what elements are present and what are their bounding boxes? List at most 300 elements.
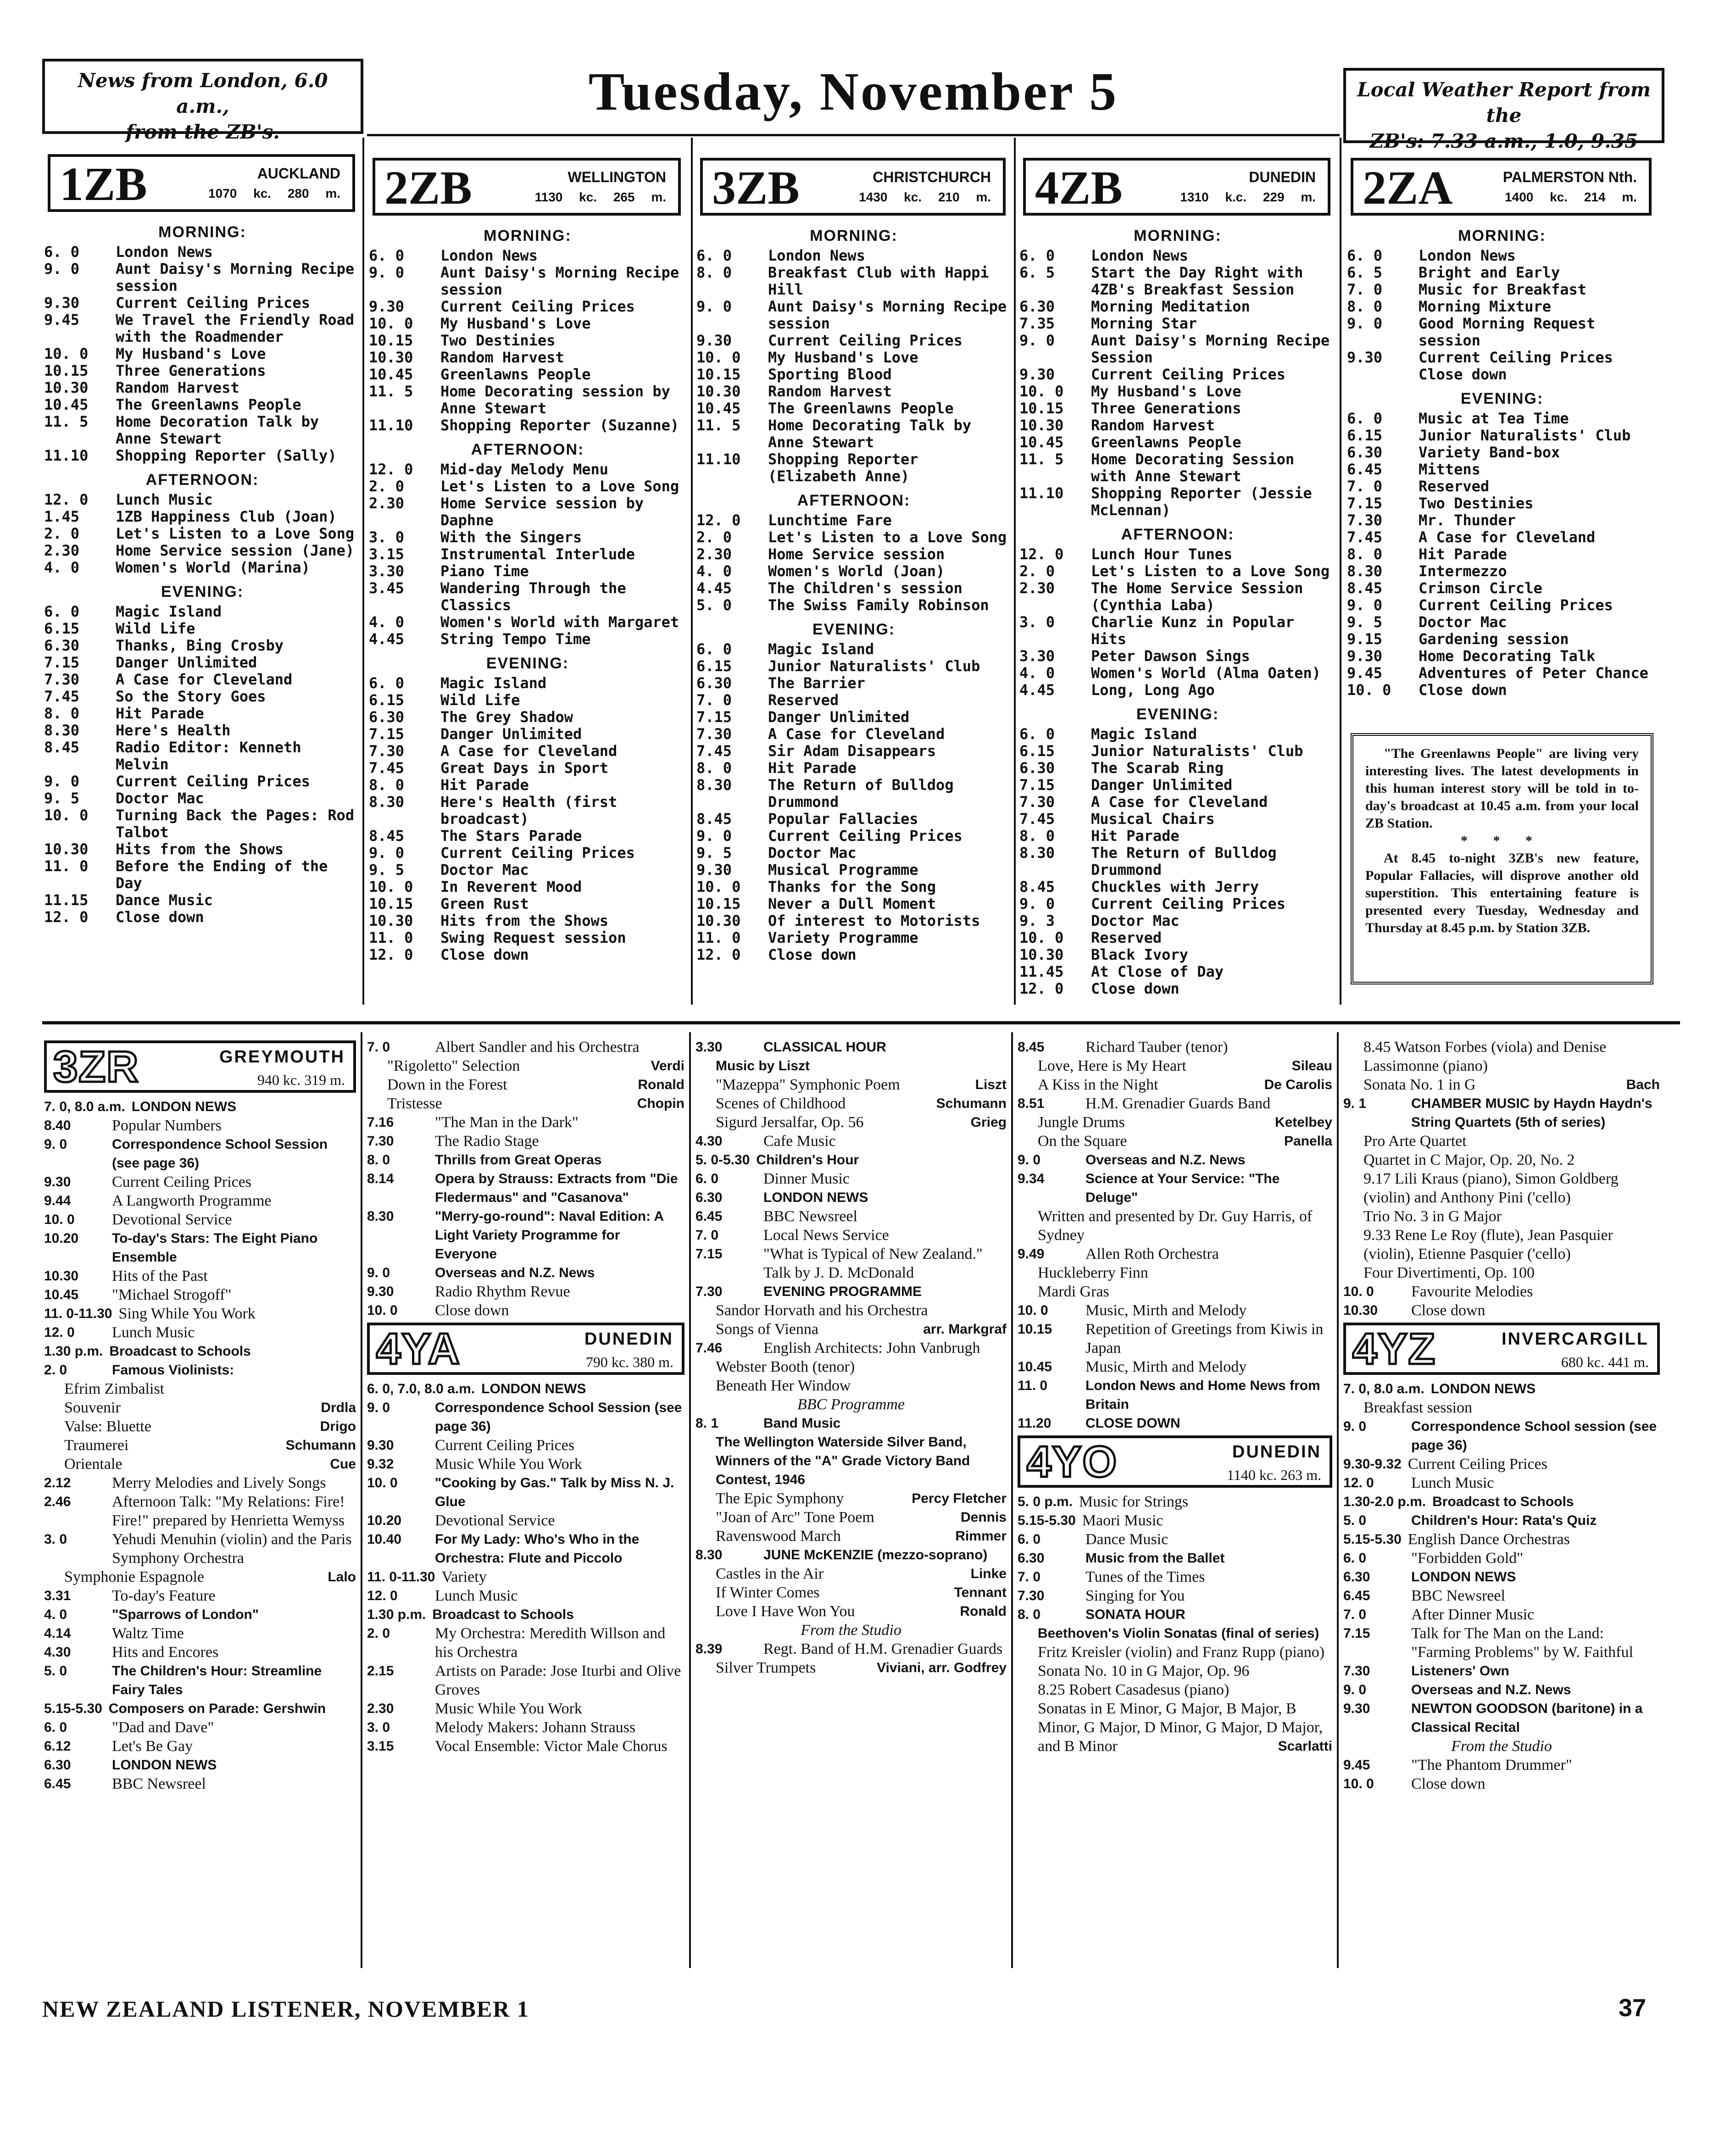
station-frequency: 1430 kc. 210 m. [859, 190, 991, 204]
program-time: 7.45 [1019, 810, 1055, 828]
program-title: Danger Unlimited [768, 708, 910, 726]
program-title: London News [1091, 247, 1188, 264]
program-title: Wild Life [440, 691, 520, 709]
program-title: "Forbidden Gold" [1411, 1550, 1524, 1567]
program-time: 10. 0 [1019, 383, 1064, 400]
station-code: 3ZB [712, 161, 800, 214]
piece-title: Songs of Vienna [716, 1321, 818, 1338]
piece-title: "Rigoletto" Selection [387, 1057, 520, 1074]
program-row [44, 345, 361, 362]
piece-title: Orientale [64, 1456, 122, 1473]
station-code: 4YZ [1352, 1324, 1436, 1373]
program-row [696, 597, 1011, 614]
program-title: Hit Parade [440, 776, 529, 794]
section-heading: EVENING: [812, 621, 896, 638]
program-detail: Webster Booth (tenor) [716, 1358, 855, 1375]
station-header-2zb [373, 158, 681, 216]
section-heading: EVENING: [1460, 390, 1544, 407]
program-detail: Sonatas in E Minor, G Major, B Major, B Minor, G Major, D Minor, G Major, D Major, [1038, 1700, 1323, 1736]
program-row [1343, 1417, 1660, 1455]
program-row [1347, 580, 1657, 597]
program-title: Musical Chairs [1091, 810, 1215, 828]
program-row [369, 563, 686, 580]
piece-composer: Rimmer [955, 1529, 1007, 1544]
program-title: Start the Day Right with 4ZB's Breakfast Session [1091, 264, 1303, 298]
program-title: Music from the Ballet [1085, 1551, 1225, 1566]
program-title: My Husband's Love [440, 315, 591, 332]
program-title: Devotional Service [112, 1211, 232, 1228]
program-row [367, 1263, 684, 1282]
program-title: NEWTON GOODSON (baritone) in a Classical Recital [1411, 1701, 1643, 1735]
program-row [44, 1474, 356, 1492]
program-title: London News [440, 247, 538, 264]
program-detail: Trio No. 3 in G Major [1363, 1208, 1502, 1225]
program-time: 7. 0, 8.0 a.m. [1343, 1381, 1424, 1396]
program-row [367, 1662, 684, 1699]
program-row [367, 1530, 684, 1568]
station-city: DUNEDIN [584, 1329, 673, 1349]
program-title: CHAMBER MUSIC by Haydn Haydn's String Quartets (5th of series) [1411, 1096, 1653, 1130]
program-title: Music While You Work [435, 1456, 582, 1473]
program-row [44, 1229, 356, 1267]
program-time: 11.10 [369, 417, 413, 434]
music-piece [1018, 1737, 1332, 1756]
program-row [44, 807, 361, 841]
station-header-1zb [48, 154, 355, 212]
section-heading: MORNING: [810, 227, 898, 245]
program-time: 3.30 [696, 1040, 723, 1055]
program-row [1019, 794, 1336, 811]
program-time: 2.30 [44, 542, 80, 559]
program-row [369, 895, 686, 912]
program-time: 11. 0 [1018, 1378, 1048, 1393]
program-credit: BBC Programme [797, 1396, 905, 1413]
program-title: Wild Life [116, 620, 195, 637]
section-heading: AFTERNOON: [471, 441, 584, 458]
program-row [367, 1398, 684, 1436]
program-row [44, 654, 361, 671]
music-piece [696, 1602, 1007, 1621]
program-title: Charlie Kunz in Popular Hits [1091, 613, 1295, 648]
program-title: With the Singers [440, 528, 582, 546]
program-time: 6.30 [1347, 444, 1383, 461]
station-code: 2ZB [384, 161, 472, 214]
program-title: Current Ceiling Prices [112, 1173, 252, 1190]
program-time: 6.30 [696, 1190, 723, 1205]
program-row [367, 1586, 684, 1605]
program-detail: Breakfast session [1363, 1399, 1473, 1416]
station-code: 4YA [376, 1324, 461, 1373]
program-title: Allen Roth Orchestra [1085, 1246, 1219, 1262]
program-time: 6.45 [1347, 461, 1383, 478]
program-time: 6.30 [1343, 1569, 1370, 1585]
program-row [1019, 963, 1336, 980]
program-time: 2.15 [367, 1663, 394, 1679]
program-time: 10.30 [1343, 1303, 1378, 1318]
program-title: A Case for Cleveland [1419, 528, 1596, 546]
program-row [1347, 461, 1657, 478]
piece-title: If Winter Comes [716, 1584, 820, 1601]
program-title: Correspondence School session (see page 36) [1411, 1419, 1657, 1453]
program-time: 4.14 [44, 1626, 71, 1641]
program-time: 10. 0 [1343, 1284, 1374, 1299]
program-time: 10.15 [696, 366, 741, 383]
schedule-3zb [696, 220, 1011, 963]
program-time: 6.30 [1018, 1551, 1045, 1566]
program-time: 6. 0 [44, 243, 80, 261]
program-time: 3. 0 [44, 1532, 67, 1547]
program-row [696, 743, 1011, 760]
program-title: "What is Typical of New Zealand." Talk by J. D. McDonald [763, 1246, 983, 1281]
program-time: 7.46 [696, 1340, 723, 1356]
program-title: Junior Naturalists' Club [768, 657, 980, 675]
program-title: H.M. Grenadier Guards Band [1085, 1095, 1271, 1112]
program-row [369, 366, 686, 383]
station-code: 3ZR [53, 1042, 139, 1091]
music-piece [696, 1489, 1007, 1508]
program-title: Lunch Hour Tunes [1091, 545, 1233, 563]
program-title: The Greenlawns People [116, 396, 301, 413]
program-time: 7. 0 [367, 1040, 390, 1055]
program-row [369, 845, 686, 862]
program-title: After Dinner Music [1411, 1606, 1535, 1623]
program-row [44, 1699, 356, 1718]
program-detail: Efrim Zimbalist [64, 1380, 165, 1397]
program-row [696, 726, 1011, 743]
program-row [44, 688, 361, 705]
program-row [696, 366, 1011, 383]
piece-title: Castles in the Air [716, 1565, 824, 1582]
promo-note [1351, 733, 1653, 984]
program-row [1019, 485, 1336, 519]
program-time: 2. 0 [44, 525, 80, 542]
program-title: CLOSE DOWN [1085, 1416, 1180, 1431]
program-title: Crimson Circle [1419, 579, 1542, 597]
program-time: 8. 0 [1347, 298, 1383, 315]
program-title: Aunt Daisy's Morning Recipe session [768, 298, 1007, 332]
music-piece [1018, 1132, 1332, 1151]
program-time: 4.45 [696, 579, 732, 597]
piece-composer: Tennant [954, 1585, 1007, 1600]
program-time: 7.30 [1347, 512, 1383, 529]
column-divider [691, 138, 693, 1005]
program-row [696, 946, 1011, 963]
program-row [696, 417, 1011, 451]
program-time: 6. 0 [369, 247, 405, 264]
program-title: Shopping Reporter (Suzanne) [440, 417, 679, 434]
program-time: 7.45 [1347, 528, 1383, 546]
music-piece [696, 1094, 1007, 1113]
program-time: 8.30 [1019, 844, 1055, 862]
program-title: Instrumental Interlude [440, 545, 635, 563]
program-title: Dance Music [116, 891, 213, 909]
program-time: 7.30 [44, 671, 80, 688]
program-time: 11.10 [696, 450, 741, 468]
program-time: 9.45 [1347, 664, 1383, 682]
piece-composer: Percy Fletcher [912, 1491, 1007, 1506]
program-title: Broadcast to Schools [432, 1607, 574, 1622]
program-time: 9.30 [1347, 349, 1383, 366]
program-title: Current Ceiling Prices Close down [1419, 349, 1613, 383]
program-title: Danger Unlimited [440, 725, 582, 743]
program-time: 10. 0 [1018, 1303, 1048, 1318]
program-time: 10.30 [44, 1268, 79, 1284]
music-piece [44, 1417, 356, 1436]
program-time: 7.45 [44, 688, 80, 705]
program-row [696, 675, 1011, 692]
program-title: Morning Star [1091, 315, 1197, 332]
program-title: LONDON NEWS [112, 1757, 217, 1773]
program-time: 10.45 [44, 1287, 79, 1302]
program-row [44, 362, 361, 379]
program-row [1343, 1624, 1660, 1662]
program-row [1347, 563, 1657, 580]
program-time: 6.45 [44, 1776, 71, 1791]
program-time: 8.45 [1019, 878, 1055, 895]
program-row [1347, 349, 1657, 383]
program-time: 6. 5 [1347, 264, 1383, 281]
program-row [369, 349, 686, 366]
station-city: INVERCARGILL [1502, 1329, 1649, 1349]
program-time: 8. 1 [696, 1416, 719, 1431]
program-title: Home Service session by Daphne [440, 495, 644, 529]
program-row [44, 379, 361, 396]
station-frequency: 680 kc. 441 m. [1561, 1354, 1649, 1370]
program-time: 9. 0 [367, 1400, 390, 1415]
program-title: Here's Health [116, 722, 231, 739]
program-row [367, 1699, 684, 1718]
program-time: 9.30 [367, 1438, 394, 1453]
piece-composer: Verdi [651, 1058, 684, 1073]
program-time: 7.45 [696, 742, 732, 760]
program-title: Doctor Mac [768, 844, 857, 862]
program-title: Close down [1091, 980, 1180, 997]
program-row [696, 264, 1011, 298]
program-time: 11. 5 [696, 417, 741, 434]
program-time: 4. 0 [44, 1607, 67, 1622]
program-title: Close down [440, 946, 529, 963]
program-title: Music for Strings [1079, 1493, 1189, 1510]
program-detail: 8.25 Robert Casadesus (piano) [1038, 1681, 1230, 1698]
program-time: 9.15 [1347, 630, 1383, 648]
program-time: 9.45 [1343, 1757, 1370, 1773]
program-row [1018, 1586, 1332, 1605]
program-row [1019, 563, 1336, 580]
program-row [369, 828, 686, 845]
piece-title: Souvenir [64, 1399, 121, 1416]
program-title: Music for Breakfast [1419, 281, 1587, 298]
program-time: 9. 0 [696, 298, 732, 315]
program-time: 6.15 [1347, 427, 1383, 444]
program-time: 2. 0 [696, 528, 732, 546]
program-title: Opera by Strauss: Extracts from "Die Fledermaus" and "Casanova" [435, 1171, 678, 1205]
program-detail: 9.17 Lili Kraus (piano), Simon Goldberg (violin) and Anthony Pini ('cello) [1363, 1170, 1619, 1206]
program-row [369, 546, 686, 563]
program-row [696, 692, 1011, 709]
program-row [44, 396, 361, 413]
program-row [1018, 1530, 1332, 1549]
program-row [44, 1285, 356, 1304]
program-title: English Architects: John Vanbrugh [763, 1340, 980, 1357]
program-title: The Grey Shadow [440, 708, 573, 726]
program-row [696, 929, 1011, 946]
program-row [1343, 1379, 1660, 1398]
program-row [44, 1530, 356, 1568]
music-piece [1018, 1113, 1332, 1132]
program-time: 10.45 [369, 366, 413, 383]
program-title: Broadcast to Schools [109, 1344, 251, 1359]
program-time: 10.15 [1019, 400, 1064, 417]
program-time: 7.16 [367, 1115, 394, 1130]
section-heading: MORNING: [484, 227, 572, 245]
piece-composer: Viviani, arr. Godfrey [877, 1660, 1007, 1675]
program-title: Never a Dull Moment [768, 895, 936, 912]
station-frequency: 1130 kc. 265 m. [534, 190, 666, 204]
program-row [1018, 1492, 1332, 1511]
program-time: 6.12 [44, 1739, 71, 1754]
piece-title: Love I Have Won You [716, 1603, 855, 1620]
music-piece [367, 1075, 684, 1094]
program-time: 12. 0 [696, 946, 741, 963]
program-row [1019, 648, 1336, 665]
piece-composer: Linke [970, 1566, 1007, 1581]
program-row [1018, 1605, 1332, 1624]
program-title: Overseas and N.Z. News [435, 1265, 595, 1280]
program-time: 7. 0 [1347, 478, 1383, 495]
program-title: London News [116, 243, 213, 261]
program-title: Music, Mirth and Melody [1085, 1358, 1247, 1375]
program-row [44, 858, 361, 892]
program-row [369, 726, 686, 743]
program-row [1347, 546, 1657, 563]
program-time: 8.45 [44, 739, 80, 756]
program-row [44, 1116, 356, 1135]
program-title: Popular Numbers [112, 1117, 222, 1134]
program-time: 5. 0 [1343, 1513, 1367, 1528]
program-time: 7. 0 [1018, 1569, 1041, 1585]
program-row [1019, 264, 1336, 298]
column-divider [362, 138, 364, 1005]
program-row [44, 1267, 356, 1285]
program-time: 10.15 [44, 362, 89, 379]
program-time: 7. 0 [1343, 1607, 1367, 1622]
program-row [1347, 597, 1657, 614]
program-row [1018, 1320, 1332, 1357]
program-time: 10.30 [369, 349, 413, 366]
program-row [1347, 315, 1657, 349]
station-header-4zb [1023, 158, 1330, 216]
program-row [696, 512, 1011, 529]
program-row [1343, 1492, 1660, 1511]
program-credit: From the Studio [801, 1622, 901, 1639]
program-time: 2. 0 [44, 1362, 67, 1378]
program-title: To-day's Feature [112, 1587, 216, 1604]
schedule-col3 [696, 1038, 1007, 1677]
section-heading: EVENING: [486, 655, 569, 672]
program-row [1347, 281, 1657, 298]
program-row [44, 508, 361, 525]
program-time: 7.35 [1019, 315, 1055, 332]
program-title: Doctor Mac [1091, 912, 1180, 929]
program-row [696, 546, 1011, 563]
program-row [44, 892, 361, 909]
program-title: Correspondence School Session (see page 36) [112, 1137, 328, 1171]
program-row [367, 1132, 684, 1151]
program-title: My Husband's Love [768, 349, 918, 366]
station-frequency: 1400 kc. 214 m. [1505, 190, 1637, 204]
program-row [44, 1756, 356, 1774]
program-title: Tunes of the Times [1085, 1568, 1205, 1585]
program-title: Shopping Reporter (Jessie McLennan) [1091, 484, 1312, 519]
program-time: 12. 0 [1019, 980, 1064, 997]
program-row [1019, 777, 1336, 794]
program-time: 1.30-2.0 p.m. [1343, 1494, 1426, 1509]
program-title: Magic Island [768, 640, 874, 658]
program-time: 8.30 [696, 1547, 723, 1563]
program-row [696, 1188, 1007, 1207]
piece-composer: Ronald [638, 1077, 684, 1092]
program-time: 9. 0 [1347, 315, 1383, 332]
program-title: LONDON NEWS [131, 1099, 237, 1114]
program-title: Random Harvest [116, 379, 239, 396]
program-time: 2.12 [44, 1475, 71, 1490]
program-time: 12. 0 [369, 946, 413, 963]
program-title: Singing for You [1085, 1587, 1185, 1604]
program-title: LONDON NEWS [481, 1381, 586, 1396]
program-row [1019, 366, 1336, 383]
program-time: 5. 0 [696, 596, 732, 614]
program-row [1019, 298, 1336, 315]
program-row [44, 261, 361, 295]
program-time: 11. 5 [44, 413, 89, 430]
program-time: 3.15 [367, 1739, 394, 1754]
program-time: 9.30 [1343, 1701, 1370, 1716]
program-title: Cafe Music [763, 1133, 836, 1150]
program-row [44, 722, 361, 739]
program-row [696, 1038, 1007, 1057]
program-row [696, 1640, 1007, 1658]
piece-composer: Drigo [320, 1419, 356, 1434]
program-title: "The Man in the Dark" [435, 1114, 579, 1131]
program-time: 6.15 [44, 620, 80, 637]
program-detail: 8.45 Watson Forbes (viola) and Denise Lassimonne (piano) [1363, 1039, 1607, 1074]
program-title: Greenlawns People [1091, 434, 1241, 451]
section-heading: AFTERNOON: [1121, 526, 1235, 543]
piece-composer: Liszt [975, 1077, 1007, 1092]
piece-title: Sigurd Jersalfar, Op. 56 [716, 1114, 864, 1131]
program-title: 1ZB Happiness Club (Joan) [116, 508, 337, 525]
program-row [1019, 383, 1336, 400]
program-title: Let's Be Gay [112, 1738, 193, 1755]
title-underline [367, 134, 1340, 136]
program-row [1018, 1301, 1332, 1320]
program-row [1019, 400, 1336, 417]
program-title: Repetition of Greetings from Kiwis in Japan [1085, 1321, 1324, 1357]
program-title: Home Service session [768, 545, 945, 563]
program-row [367, 1718, 684, 1737]
program-time: 12. 0 [1343, 1475, 1374, 1490]
program-title: Peter Dawson Sings [1091, 647, 1250, 665]
program-title: JUNE McKENZIE (mezzo-soprano) [763, 1547, 988, 1563]
music-piece [696, 1508, 1007, 1527]
program-row [1343, 1605, 1660, 1624]
program-row [696, 580, 1011, 597]
program-row [369, 461, 686, 478]
program-time: 6. 0 [44, 1720, 67, 1735]
program-title: Junior Naturalists' Club [1419, 427, 1631, 444]
column-divider [1014, 138, 1016, 1005]
program-row [44, 705, 361, 722]
